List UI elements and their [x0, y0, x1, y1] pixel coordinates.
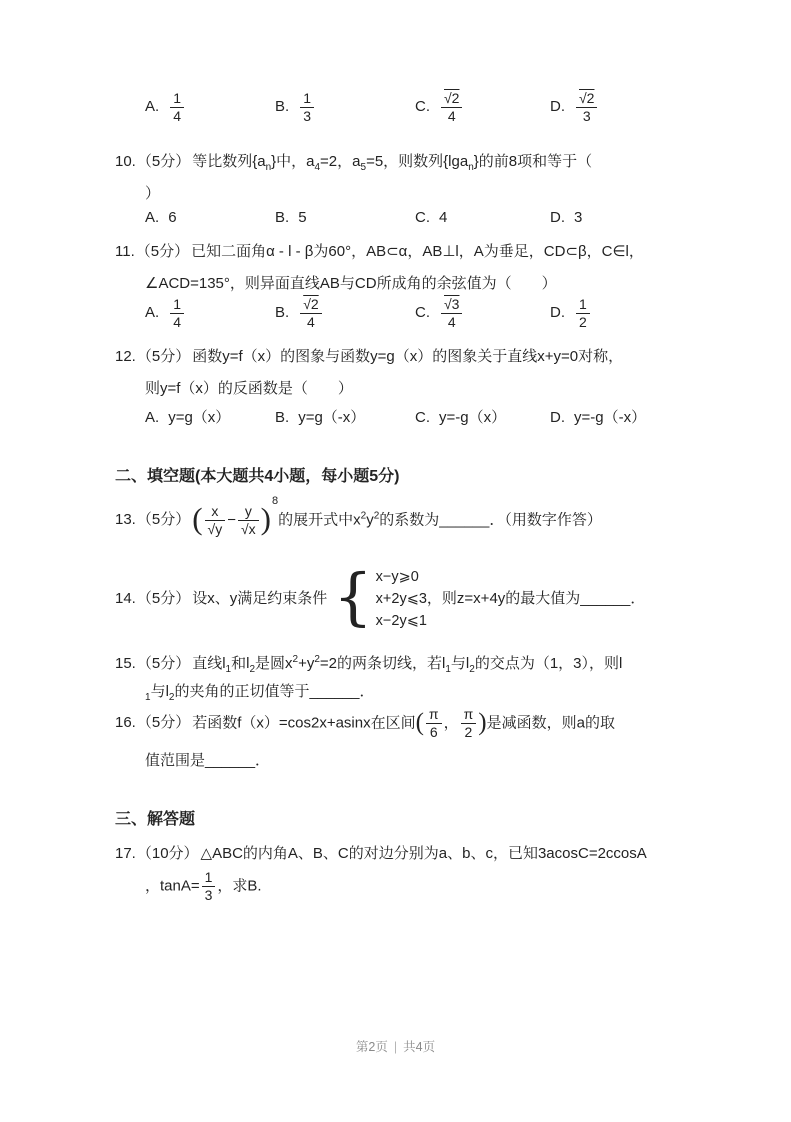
- option-value: 3: [574, 209, 583, 226]
- frac-denominator: 3: [582, 107, 591, 124]
- option-value: 6: [168, 209, 177, 226]
- fraction: [205, 503, 226, 538]
- question-text: 的系数为______．（用数字作答）: [379, 511, 602, 529]
- frac-denominator: 4: [447, 107, 456, 124]
- fraction: [170, 296, 184, 331]
- question-17-line-2: [145, 869, 262, 904]
- frac-numerator: 1: [170, 90, 184, 108]
- option-d: [550, 296, 592, 331]
- question-score: （5分）: [136, 655, 191, 672]
- question-text: =5，则数列{lga: [366, 153, 469, 170]
- question-12-options: [115, 406, 755, 430]
- superscript: 2: [373, 510, 380, 522]
- question-score: （10分）: [136, 845, 199, 862]
- fraction: [441, 90, 462, 125]
- option-label: A.: [145, 98, 160, 116]
- question-text: 与l: [150, 683, 169, 700]
- frac-numerator: √2: [576, 90, 597, 108]
- constraint-line: x+2y⩽3: [375, 591, 427, 607]
- question-text: 是圆x: [255, 655, 293, 672]
- subscript: n: [468, 162, 474, 173]
- question-text: +y: [298, 655, 315, 672]
- option-label: D.: [550, 98, 565, 116]
- fraction: [170, 90, 184, 125]
- question-number: 13.: [115, 511, 136, 529]
- frac-numerator: √2: [300, 296, 321, 314]
- fraction: [426, 706, 442, 741]
- option-d: [550, 90, 599, 125]
- option-b: [275, 406, 365, 427]
- question-text: ，求B.: [217, 877, 262, 895]
- question-score: （5分）: [136, 589, 191, 607]
- fraction: [300, 296, 321, 331]
- option-label: C.: [415, 409, 430, 426]
- option-c: [415, 90, 464, 125]
- option-label: B.: [275, 304, 290, 322]
- question-15-line-1: [115, 648, 622, 682]
- page-footer: [0, 1037, 791, 1055]
- frac-denominator: 4: [307, 313, 315, 330]
- subscript: 1: [225, 664, 232, 675]
- option-value: y=-g（x）: [439, 409, 507, 426]
- question-17-line-1: [115, 842, 647, 866]
- frac-numerator: π: [426, 706, 442, 724]
- option-b: [275, 90, 316, 125]
- question-16-line-2: [145, 749, 270, 773]
- superscript: 2: [314, 654, 320, 665]
- frac-denominator: 4: [173, 313, 181, 330]
- question-text: 是减函数，则a的取: [486, 714, 615, 732]
- frac-numerator: 1: [576, 296, 590, 314]
- subscript: 1: [445, 664, 451, 675]
- subscript: 2: [469, 664, 475, 675]
- open-paren: (: [415, 708, 424, 736]
- question-text: 的交点为（1，3），则l: [474, 655, 623, 672]
- option-value: y=g（x）: [168, 409, 231, 426]
- fraction: [300, 90, 314, 125]
- option-label: C.: [415, 209, 430, 226]
- subscript: 4: [314, 162, 321, 173]
- frac-numerator: y: [238, 503, 259, 521]
- option-a: [145, 296, 186, 331]
- question-text: 等比数列{a: [192, 153, 266, 170]
- option-label: B.: [275, 209, 290, 226]
- question-score: （5分）: [136, 153, 191, 170]
- question-text: 直线l: [192, 655, 226, 672]
- constraint-line: x−2y⩽1: [375, 613, 427, 629]
- subscript: 1: [145, 692, 151, 703]
- question-text: =2的两条切线，若l: [319, 655, 446, 672]
- fraction: [202, 869, 216, 904]
- fraction: [238, 503, 259, 538]
- comma: ，: [443, 714, 459, 732]
- frac-numerator: x: [205, 503, 226, 521]
- question-score: （5分）: [136, 714, 191, 732]
- fraction: [576, 90, 597, 125]
- question-10-line-2: [145, 182, 160, 206]
- superscript: 2: [360, 510, 367, 522]
- question-text: △ABC的内角A、B、C的对边分别为a、b、c，已知3acosC=2ccosA: [200, 845, 647, 862]
- option-value: y=-g（-x）: [574, 409, 647, 426]
- open-paren: (: [192, 500, 203, 536]
- question-text: ∠ACD=135°，则异面直线AB与CD所成角的余弦值为（ ）: [145, 275, 557, 292]
- section-3-title: 三、解答题: [115, 811, 196, 828]
- question-text: 则y=f（x）的反函数是（ ）: [145, 380, 353, 397]
- option-label: A.: [145, 209, 160, 226]
- question-text: 设x、y满足约束条件: [192, 589, 328, 607]
- footer-divider: |: [393, 1040, 398, 1054]
- option-label: C.: [415, 98, 430, 116]
- question-11-options: [115, 296, 755, 340]
- question-text: =2，a: [320, 153, 361, 170]
- question-13-line: [115, 495, 602, 538]
- question-11-line-1: [115, 240, 644, 264]
- frac-denominator: 2: [464, 723, 473, 740]
- frac-numerator: √2: [441, 90, 462, 108]
- question-text: ）: [145, 185, 161, 202]
- question-12-line-2: [145, 377, 353, 401]
- option-label: B.: [275, 409, 290, 426]
- option-b: [275, 209, 307, 226]
- question-number: 11.: [115, 243, 135, 260]
- question-text: 和l: [231, 655, 250, 672]
- frac-numerator: 1: [300, 90, 314, 108]
- option-d: [550, 406, 646, 427]
- section-2-title: 二、填空题(本大题共4小题，每小题5分): [115, 468, 400, 485]
- subscript: 2: [168, 692, 175, 703]
- question-number: 12.: [115, 348, 136, 365]
- frac-denominator: √x: [240, 520, 256, 537]
- question-text: 已知二面角α - l - β为60°，AB⊂α，AB⊥l，A为垂足，CD⊂β，C∈l，: [191, 243, 644, 260]
- option-b: [275, 296, 324, 331]
- footer-page-total: 共4页: [403, 1040, 436, 1054]
- question-text: }的前8项和等于（: [473, 153, 593, 170]
- superscript: 2: [292, 654, 299, 665]
- frac-numerator: π: [461, 706, 477, 724]
- minus-sign: −: [227, 511, 236, 529]
- question-text: 的夹角的正切值等于______．: [174, 683, 375, 700]
- question-11-line-2: [145, 272, 557, 296]
- question-text: ，则z=x+4y的最大值为______．: [426, 589, 646, 607]
- question-14-line: [115, 560, 646, 633]
- option-label: D.: [550, 209, 565, 226]
- question-number: 16.: [115, 714, 136, 732]
- question-score: （5分）: [136, 348, 191, 365]
- frac-denominator: 6: [429, 723, 438, 740]
- question-text: 函数y=f（x）的图象与函数y=g（x）的图象关于直线x+y=0对称，: [192, 348, 624, 365]
- question-score: （5分）: [136, 511, 191, 529]
- option-label: D.: [550, 304, 565, 322]
- fraction: [576, 296, 590, 331]
- frac-numerator: 1: [170, 296, 184, 314]
- frac-denominator: 2: [579, 313, 587, 330]
- question-10-options: [115, 209, 755, 233]
- question-9-options: [115, 90, 755, 134]
- option-label: C.: [415, 304, 430, 322]
- close-paren: ): [478, 708, 487, 736]
- option-value: 4: [439, 209, 448, 226]
- constraint-system: [376, 566, 427, 632]
- frac-denominator: 3: [303, 107, 311, 124]
- frac-denominator: 4: [173, 107, 181, 124]
- frac-denominator: 4: [447, 313, 456, 330]
- option-label: B.: [275, 98, 290, 116]
- question-text: ，tanA=: [145, 877, 200, 895]
- fraction: [461, 706, 477, 741]
- option-label: D.: [550, 409, 565, 426]
- option-c: [415, 296, 464, 331]
- close-paren: ): [260, 500, 271, 536]
- question-number: 10.: [115, 153, 136, 170]
- question-text: 值范围是______．: [145, 752, 271, 769]
- frac-numerator: √3: [441, 296, 462, 314]
- frac-denominator: 3: [204, 886, 213, 903]
- option-d: [550, 209, 582, 226]
- frac-denominator: √y: [207, 520, 223, 537]
- question-12-line-1: [115, 345, 623, 369]
- question-text: }中，a: [271, 153, 315, 170]
- question-number: 17.: [115, 845, 136, 862]
- exponent: 8: [272, 495, 279, 508]
- question-text: y: [366, 511, 374, 529]
- frac-numerator: 1: [202, 869, 216, 887]
- option-label: A.: [145, 409, 160, 426]
- option-value: y=g（-x）: [298, 409, 366, 426]
- footer-page-number: 第2页: [355, 1040, 388, 1054]
- option-value: 5: [298, 209, 307, 226]
- question-score: （5分）: [135, 243, 190, 260]
- option-label: A.: [145, 304, 160, 322]
- question-text: 若函数f（x）=cos2x+asinx在区间: [192, 714, 416, 732]
- option-c: [415, 209, 447, 226]
- question-10-line-1: [115, 150, 592, 180]
- fraction: [441, 296, 462, 331]
- option-a: [145, 406, 230, 427]
- question-text: 与l: [450, 655, 470, 672]
- option-a: [145, 90, 186, 125]
- constraint-line: x−y⩾0: [375, 569, 419, 585]
- subscript: 5: [360, 162, 367, 173]
- left-brace: {: [333, 560, 373, 633]
- question-number: 15.: [115, 655, 136, 672]
- option-c: [415, 406, 506, 427]
- question-16-line-1: [115, 706, 615, 741]
- question-text: 的展开式中x: [278, 511, 361, 529]
- question-number: 14.: [115, 589, 136, 607]
- subscript: n: [265, 162, 272, 173]
- option-a: [145, 209, 177, 226]
- subscript: 2: [249, 664, 256, 675]
